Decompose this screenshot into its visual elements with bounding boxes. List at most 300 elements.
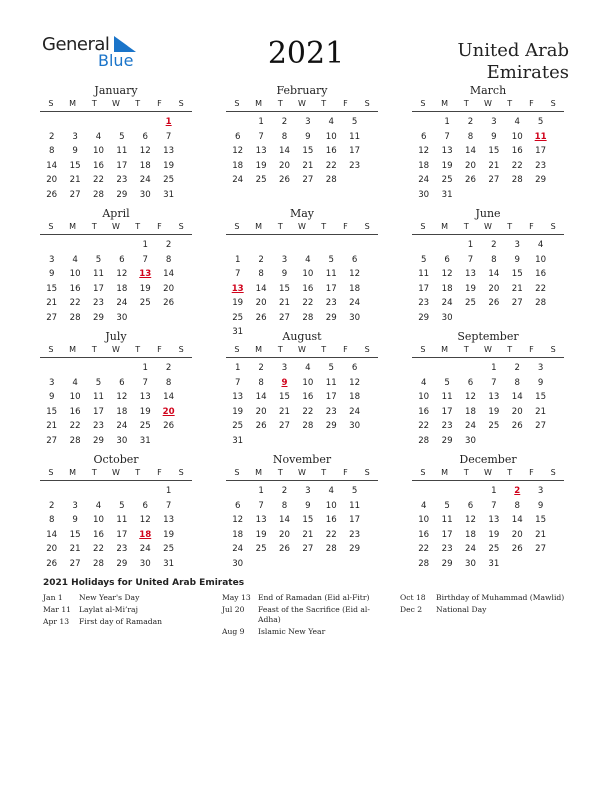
weekday-label: M (441, 468, 449, 477)
weekday-label: S (420, 99, 426, 108)
day-cell: 23 (349, 529, 361, 540)
day-cell: 22 (302, 406, 314, 417)
empty-day-cell (435, 238, 458, 253)
day-cell: 1 (444, 117, 450, 127)
weekday-label: T (507, 345, 513, 354)
day-cell: 3 (72, 131, 78, 142)
day-cell: 25 (163, 175, 175, 185)
day-cell: 6 (142, 500, 148, 511)
day-cell: 16 (325, 515, 337, 525)
day-cell: 29 (93, 435, 104, 446)
day-cell: 20 (511, 406, 523, 417)
weekday-label: F (157, 222, 162, 231)
weekday-label: M (69, 99, 77, 108)
month-name: February (276, 84, 328, 97)
day-cell: 8 (514, 377, 520, 388)
day-cell: 3 (48, 377, 55, 388)
day-grid (40, 115, 192, 202)
day-cell: 11 (418, 269, 430, 279)
day-cell: 21 (535, 406, 547, 417)
day-cell: 22 (302, 298, 314, 308)
day-cell: 8 (48, 515, 55, 525)
day-cell: 29 (325, 421, 337, 431)
holiday-entry (43, 617, 213, 627)
day-cell: 24 (116, 298, 128, 308)
day-cell: 5 (351, 486, 358, 496)
day-cell: 18 (418, 160, 430, 171)
day-cell: 22 (93, 544, 104, 554)
weekday-label: S (550, 345, 556, 354)
day-cell: 27 (535, 544, 547, 554)
weekday-label: S (364, 222, 370, 231)
weekday-label: M (441, 99, 449, 108)
month-name: September (457, 330, 519, 343)
weekday-header (226, 98, 378, 112)
day-cell: 16 (302, 392, 314, 402)
month-name: March (469, 84, 507, 97)
day-cell: 16 (302, 283, 314, 294)
day-cell: 17 (418, 283, 430, 294)
empty-day-cell (87, 361, 110, 376)
day-cell: 17 (441, 529, 453, 540)
holiday-day-cell: 13 (231, 283, 244, 294)
weekday-label: F (157, 345, 162, 354)
day-cell: 16 (418, 529, 430, 540)
day-cell: 30 (441, 312, 453, 323)
day-cell: 24 (139, 175, 151, 185)
day-cell: 3 (305, 486, 311, 496)
day-cell: 14 (511, 392, 523, 402)
day-cell: 27 (302, 544, 314, 554)
weekday-label: T (91, 222, 97, 231)
day-cell: 18 (116, 406, 128, 417)
day-cell: 26 (511, 544, 523, 554)
weekday-label: W (484, 345, 492, 354)
day-cell: 8 (491, 254, 497, 265)
weekday-header (226, 344, 378, 358)
day-cell: 22 (535, 283, 547, 294)
day-cell: 10 (69, 269, 81, 279)
day-cell: 31 (163, 558, 175, 569)
holiday-day-cell: 11 (534, 131, 547, 142)
day-cell: 7 (234, 377, 241, 388)
day-cell: 23 (535, 160, 547, 171)
weekday-label: S (48, 222, 54, 231)
day-cell: 4 (328, 486, 334, 496)
day-cell: 2 (165, 240, 172, 250)
day-cell: 11 (93, 269, 104, 279)
day-cell: 24 (349, 406, 361, 417)
day-cell: 21 (69, 175, 81, 185)
empty-day-cell (87, 238, 110, 253)
day-cell: 25 (441, 175, 453, 185)
day-cell: 12 (232, 515, 244, 525)
day-cell: 20 (46, 544, 58, 554)
weekday-label: W (298, 99, 306, 108)
empty-day-cell (40, 238, 63, 253)
day-cell: 18 (465, 406, 476, 417)
weekday-label: S (550, 222, 556, 231)
weekday-label: F (529, 468, 534, 477)
day-cell: 25 (465, 298, 476, 308)
holiday-date: Jul 20 (222, 605, 245, 614)
month-december (412, 453, 564, 571)
day-cell: 13 (139, 392, 151, 402)
holiday-date: Dec 2 (400, 605, 423, 614)
day-cell: 19 (163, 160, 175, 171)
day-cell: 3 (48, 254, 55, 265)
logo-blue-text: Blue (98, 51, 134, 70)
weekday-label: T (321, 99, 327, 108)
empty-day-cell (459, 361, 482, 376)
page-title-year: 2021 (267, 36, 345, 71)
weekday-label: S (178, 345, 184, 354)
day-cell: 14 (488, 269, 500, 279)
day-cell: 9 (72, 146, 78, 156)
weekday-header (40, 98, 192, 112)
day-cell: 30 (349, 312, 361, 323)
weekday-header (412, 98, 564, 112)
holiday-day-cell: 20 (162, 406, 175, 417)
day-cell: 27 (488, 175, 500, 185)
day-cell: 29 (116, 558, 128, 569)
day-grid (412, 238, 564, 325)
weekday-label: T (277, 468, 283, 477)
day-cell: 11 (116, 515, 128, 525)
day-cell: 21 (511, 283, 523, 294)
day-cell: 1 (467, 240, 474, 250)
day-cell: 11 (441, 392, 453, 402)
day-cell: 17 (441, 406, 453, 417)
day-cell: 23 (325, 406, 337, 417)
day-cell: 21 (69, 544, 81, 554)
weekday-label: S (420, 468, 426, 477)
day-cell: 30 (139, 189, 151, 200)
month-march (412, 84, 564, 202)
day-cell: 4 (72, 377, 78, 388)
day-cell: 30 (465, 435, 476, 446)
day-cell: 3 (281, 363, 288, 373)
empty-day-cell (40, 115, 63, 130)
day-cell: 12 (116, 269, 128, 279)
day-cell: 14 (163, 392, 175, 402)
day-cell: 20 (488, 283, 500, 294)
weekday-label: F (343, 468, 348, 477)
empty-day-cell (110, 484, 133, 499)
weekday-label: T (91, 345, 97, 354)
empty-day-cell (412, 115, 435, 130)
holidays-column (400, 593, 575, 617)
day-cell: 9 (48, 269, 55, 279)
day-cell: 23 (93, 421, 104, 431)
day-cell: 26 (279, 544, 290, 554)
day-grid (226, 484, 378, 571)
weekday-label: S (550, 99, 556, 108)
day-cell: 12 (441, 269, 453, 279)
day-cell: 10 (302, 377, 314, 388)
day-cell: 14 (163, 269, 175, 279)
day-cell: 30 (232, 558, 244, 569)
day-cell: 14 (46, 160, 58, 171)
day-cell: 26 (511, 421, 523, 431)
day-cell: 19 (139, 283, 151, 294)
weekday-label: T (463, 468, 469, 477)
empty-day-cell (87, 115, 110, 130)
day-cell: 26 (465, 175, 476, 185)
day-cell: 9 (537, 377, 544, 388)
empty-day-cell (412, 484, 435, 499)
day-cell: 18 (349, 283, 361, 294)
country-name (457, 40, 569, 84)
day-cell: 1 (258, 117, 264, 127)
weekday-label: M (255, 99, 263, 108)
day-cell: 7 (165, 131, 172, 142)
day-cell: 26 (46, 558, 58, 569)
day-cell: 9 (514, 254, 520, 265)
day-cell: 10 (302, 269, 314, 279)
day-cell: 5 (328, 363, 334, 373)
day-cell: 30 (116, 435, 128, 446)
weekday-label: F (343, 222, 348, 231)
weekday-label: T (135, 468, 141, 477)
day-cell: 2 (258, 254, 264, 265)
day-cell: 5 (328, 254, 334, 265)
day-cell: 26 (488, 298, 500, 308)
day-cell: 7 (491, 500, 497, 511)
day-cell: 25 (139, 421, 151, 431)
weekday-label: F (157, 99, 162, 108)
day-cell: 20 (163, 283, 175, 294)
day-cell: 13 (488, 515, 500, 525)
day-cell: 25 (255, 175, 267, 185)
day-cell: 26 (255, 421, 267, 431)
day-grid (40, 361, 192, 448)
day-cell: 26 (279, 175, 290, 185)
empty-day-cell (87, 484, 110, 499)
month-april (40, 207, 192, 325)
holiday-date: May 13 (222, 593, 251, 602)
day-cell: 6 (234, 131, 241, 142)
day-cell: 12 (139, 146, 151, 156)
day-cell: 5 (420, 254, 427, 265)
day-cell: 10 (93, 515, 104, 525)
day-cell: 26 (163, 298, 175, 308)
month-september (412, 330, 564, 448)
day-cell: 31 (139, 435, 151, 446)
day-cell: 9 (281, 269, 288, 279)
holiday-entry (400, 593, 575, 603)
weekday-label: W (112, 99, 120, 108)
empty-day-cell (226, 484, 249, 499)
day-cell: 24 (232, 175, 244, 185)
weekday-header (40, 467, 192, 481)
day-cell: 4 (95, 500, 102, 511)
empty-day-cell (435, 484, 458, 499)
day-cell: 18 (349, 392, 361, 402)
day-cell: 10 (418, 515, 430, 525)
day-cell: 5 (444, 377, 450, 388)
weekday-label: S (234, 345, 240, 354)
day-cell: 16 (511, 146, 523, 156)
day-cell: 19 (255, 160, 267, 171)
holiday-day-cell: 2 (514, 486, 521, 496)
day-cell: 16 (535, 269, 547, 279)
weekday-label: T (277, 222, 283, 231)
day-cell: 7 (258, 131, 264, 142)
day-cell: 6 (467, 500, 474, 511)
day-cell: 7 (165, 500, 172, 511)
day-cell: 19 (488, 406, 500, 417)
weekday-label: S (234, 99, 240, 108)
day-cell: 23 (441, 421, 453, 431)
day-cell: 23 (349, 160, 361, 171)
day-cell: 14 (465, 146, 476, 156)
weekday-label: F (529, 99, 534, 108)
empty-day-cell (343, 238, 366, 253)
day-cell: 16 (93, 160, 104, 171)
day-cell: 25 (255, 544, 267, 554)
day-cell: 11 (349, 500, 361, 511)
day-grid (412, 361, 564, 448)
weekday-label: T (91, 468, 97, 477)
weekday-label: F (157, 468, 162, 477)
day-cell: 1 (491, 486, 497, 496)
day-cell: 17 (325, 392, 337, 402)
day-cell: 20 (279, 160, 290, 171)
weekday-label: T (277, 345, 283, 354)
day-cell: 15 (46, 283, 58, 294)
day-cell: 11 (349, 131, 361, 142)
day-cell: 7 (467, 254, 474, 265)
day-cell: 28 (325, 544, 337, 554)
day-cell: 21 (279, 298, 290, 308)
day-cell: 15 (69, 160, 81, 171)
day-cell: 20 (465, 160, 476, 171)
weekday-label: M (69, 345, 77, 354)
day-cell: 6 (467, 377, 474, 388)
holiday-name: New Year's Day (79, 593, 140, 602)
day-cell: 28 (418, 558, 430, 569)
day-cell: 27 (302, 175, 314, 185)
day-cell: 10 (325, 500, 337, 511)
day-cell: 21 (46, 421, 58, 431)
day-cell: 23 (93, 298, 104, 308)
weekday-label: T (507, 99, 513, 108)
day-cell: 30 (349, 421, 361, 431)
day-cell: 12 (232, 146, 244, 156)
day-cell: 14 (511, 515, 523, 525)
day-cell: 20 (255, 406, 267, 417)
weekday-header (40, 344, 192, 358)
day-cell: 31 (488, 558, 500, 569)
day-cell: 6 (119, 254, 125, 265)
weekday-label: S (178, 468, 184, 477)
holiday-entry (43, 593, 213, 603)
holiday-day-cell: 9 (281, 377, 288, 388)
day-cell: 16 (69, 283, 81, 294)
empty-day-cell (40, 361, 63, 376)
weekday-label: S (234, 222, 240, 231)
day-cell: 15 (302, 146, 314, 156)
day-cell: 22 (418, 421, 430, 431)
day-cell: 17 (116, 529, 128, 540)
day-cell: 22 (511, 160, 523, 171)
day-grid (412, 115, 564, 202)
weekday-label: M (255, 222, 263, 231)
day-cell: 12 (418, 146, 430, 156)
holiday-date: Jan 1 (43, 593, 63, 602)
day-cell: 2 (514, 363, 520, 373)
day-cell: 20 (279, 529, 290, 540)
day-cell: 10 (69, 392, 81, 402)
day-cell: 9 (305, 131, 311, 142)
empty-day-cell (320, 238, 343, 253)
day-cell: 27 (279, 421, 290, 431)
day-cell: 12 (465, 392, 476, 402)
holiday-entry (400, 605, 575, 615)
day-cell: 24 (441, 298, 453, 308)
day-cell: 5 (95, 254, 102, 265)
day-cell: 4 (305, 363, 311, 373)
country-name-line2: Emirates (486, 62, 569, 83)
weekday-label: S (48, 99, 54, 108)
weekday-label: M (69, 222, 77, 231)
day-cell: 10 (418, 392, 430, 402)
day-cell: 9 (72, 515, 78, 525)
day-cell: 6 (351, 363, 358, 373)
holiday-date: Mar 11 (43, 605, 72, 614)
day-cell: 4 (72, 254, 78, 265)
weekday-label: W (298, 345, 306, 354)
weekday-label: S (48, 468, 54, 477)
month-name: April (102, 207, 130, 220)
weekday-label: M (441, 345, 449, 354)
day-cell: 18 (232, 160, 244, 171)
day-cell: 31 (232, 327, 244, 337)
day-cell: 30 (139, 558, 151, 569)
day-cell: 1 (234, 254, 241, 265)
month-june (412, 207, 564, 325)
day-cell: 3 (514, 240, 520, 250)
day-cell: 9 (305, 500, 311, 511)
day-cell: 19 (232, 406, 244, 417)
day-cell: 2 (281, 117, 288, 127)
day-cell: 12 (465, 515, 476, 525)
empty-day-cell (63, 238, 86, 253)
weekday-header (226, 221, 378, 235)
day-cell: 7 (258, 500, 264, 511)
day-cell: 8 (165, 377, 172, 388)
weekday-label: S (48, 345, 54, 354)
day-cell: 14 (279, 515, 290, 525)
weekday-label: F (343, 345, 348, 354)
day-cell: 12 (349, 377, 361, 388)
holiday-name: Islamic New Year (258, 627, 326, 636)
holiday-date: Aug 9 (222, 627, 245, 636)
day-cell: 2 (491, 240, 497, 250)
day-cell: 6 (444, 254, 450, 265)
month-november (226, 453, 378, 571)
day-cell: 3 (537, 486, 544, 496)
logo-general-text: General (42, 34, 110, 55)
day-cell: 18 (465, 529, 476, 540)
weekday-label: W (298, 468, 306, 477)
day-cell: 17 (93, 283, 104, 294)
empty-day-cell (296, 238, 319, 253)
month-name: January (94, 84, 138, 97)
day-cell: 2 (48, 131, 55, 142)
weekday-label: W (484, 222, 492, 231)
